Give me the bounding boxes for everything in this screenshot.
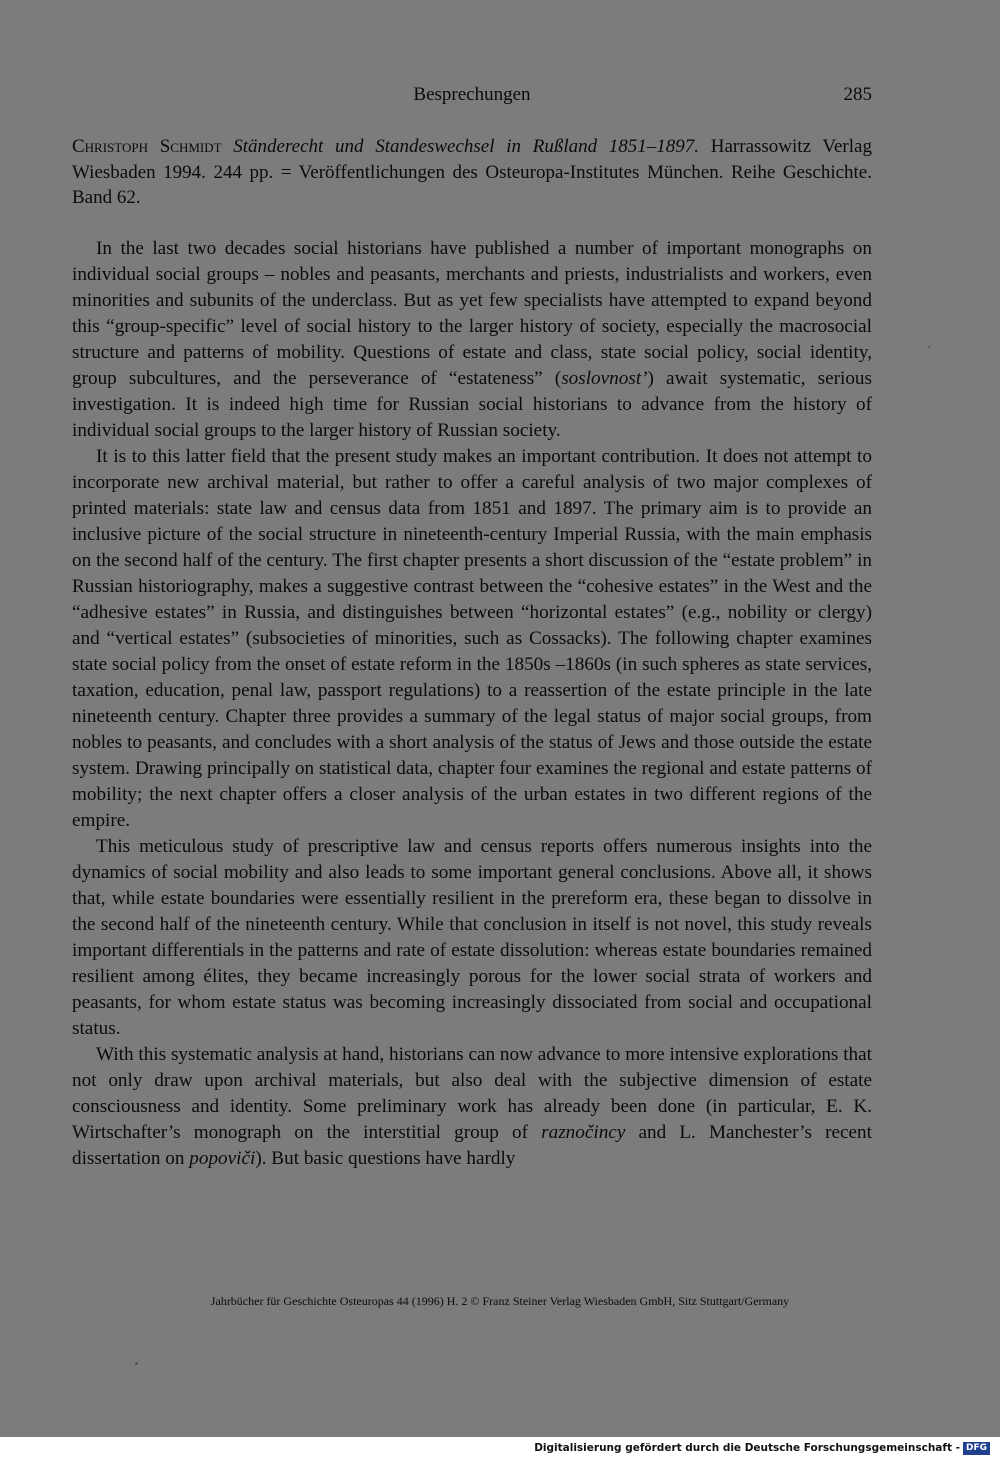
running-head-title: Besprechungen bbox=[413, 84, 531, 105]
paragraph-1 bbox=[72, 236, 872, 444]
book-author: Christoph Schmidt bbox=[72, 136, 222, 157]
scan-speck bbox=[135, 1362, 138, 1365]
book-publication-details: Harrassowitz Verlag Wiesbaden 1994. 244 pp. = Veröffentlichungen des Osteuropa-Institutes München. Reihe Geschichte. Band 62. bbox=[72, 136, 872, 208]
paragraph-3: This meticulous study of prescriptive law and census reports offers numerous insights into the dynamics of social mobility and also leads to some important general conclusions. Above all, it shows that, while estate boundaries were essentially resilient in the prereform era, these began to dissolve in the second half of the nineteenth century. While that conclusion in itself is not novel, this study reveals important differentials in the patterns and rate of estate dissolution: whereas estate boundaries remained resilient among élites, they became increasingly porous for the lower social strata of workers and peasants, for whom estate status was becoming increasingly dissociated from social and occupational status. bbox=[72, 836, 872, 1039]
term-raznocincy: raznočincy bbox=[541, 1122, 626, 1143]
running-head bbox=[72, 84, 872, 108]
journal-footer: Jahrbücher für Geschichte Osteuropas 44 (1996) H. 2 © Franz Steiner Verlag Wiesbaden GmbH, Sitz Stuttgart/Germany bbox=[210, 1294, 790, 1308]
page-number: 285 bbox=[843, 84, 872, 105]
paragraph-1-text-a: In the last two decades social historians have published a number of important monographs on individual social groups – nobles and peasants, merchants and priests, industrialists and workers, even minorities and subunits of the underclass. But as yet few specialists have attempted to expand beyond this “group-specific” level of social history to the larger history of society, especially the macrosocial structure and patterns of mobility. Questions of estate and class, state social policy, social identity, group subcultures, and the perseverance of “estateness” ( bbox=[72, 238, 872, 389]
paragraph-4-text-c: ). But basic questions have hardly bbox=[255, 1148, 516, 1169]
review-body bbox=[72, 236, 872, 1172]
term-popovici: popoviči bbox=[189, 1148, 256, 1169]
dfg-logo: DFG bbox=[963, 1442, 990, 1455]
paragraph-1-text-b: ) await systematic, serious investigation. It is indeed high time for Russian social historians to advance from the history of individual social groups to the larger history of Russian society. bbox=[72, 368, 872, 441]
bibliographic-entry bbox=[72, 134, 872, 211]
paragraph-4-text-a: With this systematic analysis at hand, historians can now advance to more intensive explorations that not only draw upon archival materials, but also deal with the subjective dimension of estate consciousness and identity. Some preliminary work has already been done (in particular, E. K. Wirtschafter’s monograph on the interstitial group of bbox=[72, 1044, 872, 1143]
digitization-credit bbox=[534, 1439, 990, 1457]
term-soslovnost: soslovnost’ bbox=[561, 368, 648, 389]
paragraph-2: It is to this latter field that the present study makes an important contribution. It does not attempt to incorporate new archival material, but rather to offer a careful analysis of two major complexes of printed materials: state law and census data from 1851 and 1897. The primary aim is to provide an inclusive picture of the social structure in nineteenth-century Imperial Russia, with the main emphasis on the second half of the century. The first chapter presents a short discussion of the “estate problem” in Russian historiography, makes a suggestive contrast between the “cohesive estates” in the West and the “adhesive estates” in Russia, and distinguishes between “horizontal estates” (e.g., nobility or clergy) and “vertical estates” (subsocieties of minorities, such as Cossacks). The following chapter examines state social policy from the onset of estate reform in the 1850s –1860s (in such spheres as state services, taxation, education, penal law, passport regulations) to a reassertion of the estate principle in the late nineteenth century. Chapter three provides a summary of the legal status of major social groups, from nobles to peasants, and concludes with a short analysis of the status of Jews and those outside the estate system. Drawing principally on statistical data, chapter four examines the regional and estate patterns of mobility; the next chapter offers a closer analysis of the urban estates in two different regions of the empire. bbox=[72, 446, 872, 831]
paragraph-4 bbox=[72, 1042, 872, 1172]
digitization-credit-text: Digitalisierung gefördert durch die Deutsche Forschungsgemeinschaft - bbox=[534, 1442, 960, 1454]
scan-speck bbox=[928, 346, 930, 348]
book-title: Ständerecht und Standeswechsel in Rußland 1851–1897. bbox=[233, 136, 700, 157]
paragraph-4-text-b: and L. Manchester’s recent dissertation on bbox=[72, 1122, 872, 1169]
